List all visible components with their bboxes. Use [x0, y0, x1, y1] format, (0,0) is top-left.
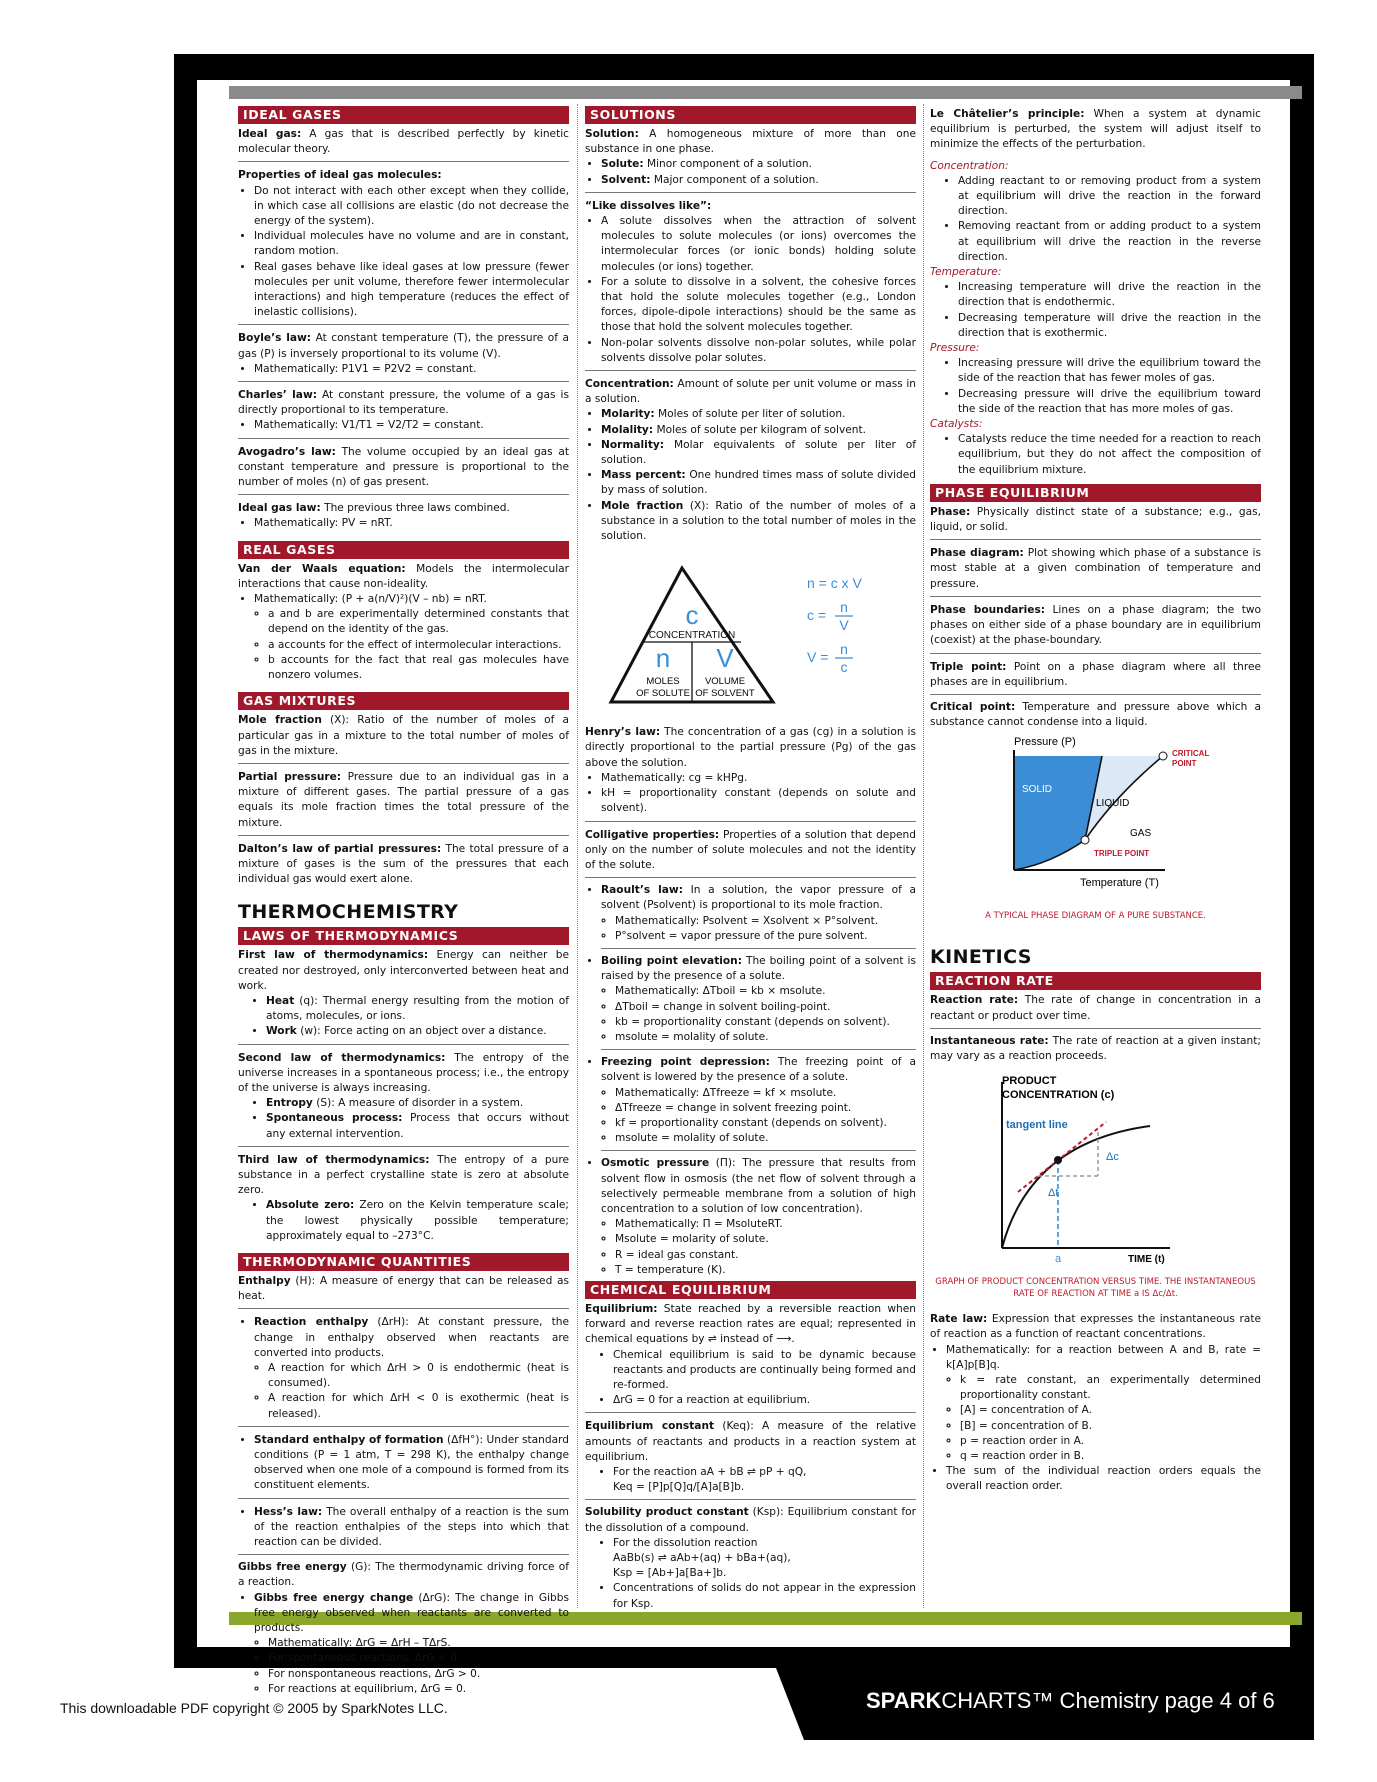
- critical-point-block: Critical point: Temperature and pressure above which a substance cannot condense into a liquid.: [930, 700, 1261, 729]
- solid-label: SOLID: [1022, 784, 1053, 796]
- henry-block: Henry’s law: The concentration of a gas (cg) in a solution is directly proportional to the partial pressure (Pg) of the gas above the solution. • Mathematically: cg = kHPg. • kH = proportionality constant (depends on solute and solvent).: [585, 724, 916, 821]
- phase-diagram-caption: A TYPICAL PHASE DIAGRAM OF A PURE SUBSTANCE.: [985, 911, 1206, 922]
- concentration-label: Concentration:: [930, 159, 1009, 172]
- avogadro-block: Avogadro’s law: The volume occupied by an ideal gas at constant temperature and pressure is proportional to the number of moles (n) of gas present.: [238, 444, 569, 496]
- formula-v-lhs: V =: [807, 649, 829, 666]
- formula-c-den: V: [839, 617, 849, 634]
- copyright-text: This downloadable PDF copyright © 2005 by SparkNotes LLC.: [60, 1700, 448, 1716]
- concentration-block: Concentration: Amount of solute per unit volume or mass in a solution. • Molarity: Moles of solute per liter of solution. • Molality: Moles of solute per kilogram of solvent. • Normality: Molar equivalents of solute per liter of solution. • Mass percent: One hundred times mass of solute divided by mass of solution. • Mole fraction (X): Ratio of the number of moles of a substance in a solution to the total number of moles in the solution.: [585, 376, 916, 548]
- formula-v-den: c: [840, 659, 848, 676]
- equilibrium-block: Equilibrium: State reached by a reversible reaction when forward and reverse reaction rates are equal; represented in chemical equations by ⇌ instead of ⟶. • Chemical equilibrium is said to be dynamic because reactants and products are continually being formed and re-formed. • ΔrG = 0 for a reaction at equilibrium.: [585, 1301, 916, 1413]
- section-header: LAWS OF THERMODYNAMICS: [238, 927, 569, 945]
- triangle-v: V: [716, 643, 734, 674]
- section-header: GAS MIXTURES: [238, 692, 569, 710]
- reaction-enthalpy-block: • Reaction enthalpy (ΔrH): At constant pressure, the change in enthalpy observed when reactants are converted into products. ◦ A reaction for which ΔrH > 0 is endothermic (heat is consumed). ◦ A reaction for which ΔrH < 0 is exothermic (heat is released).: [238, 1314, 569, 1426]
- time-a-label: a: [1055, 1253, 1062, 1266]
- ksp-block: Solubility product constant (Ksp): Equilibrium constant for the dissolution of a compound. • For the dissolution reaction AaBb(s) ⇌ aAb+(aq) + bBa+(aq), Ksp = [Ab+]a[Ba+]b. • Concentrations of solids do not appear in the expression for Ksp.: [585, 1505, 916, 1611]
- triangle-of-solute: OF SOLUTE: [636, 688, 690, 700]
- partial-pressure-block: Partial pressure: Pressure due to an individual gas in a mixture of different gases. The partial pressure of a gas equals its mole fraction times the total pressure of the mixture.: [238, 769, 569, 836]
- instant-point: [1054, 1156, 1062, 1164]
- phase-diagram: [930, 736, 1261, 896]
- formula-c-lhs: c =: [807, 607, 827, 624]
- kinetics-title: KINETICS: [930, 946, 1032, 969]
- thermochemistry-title: THERMOCHEMISTRY: [238, 901, 459, 924]
- vdw-block: Van der Waals equation: Models the intermolecular interactions that cause non-ideality. • Mathematically: (P + a(n/V)²)(V – nb) = nRT. ◦ a and b are experimentally determined constants that depend on the identity of the gas. ◦ a accounts for the effect of intermolecular interactions. ◦ b accounts for the fact that real gas molecules have nonzero volumes.: [238, 561, 569, 688]
- ideal-gas-block: Ideal gas: A gas that is described perfectly by kinetic molecular theory.: [238, 126, 569, 162]
- gas-label: GAS: [1130, 828, 1152, 840]
- tangent-label: tangent line: [1006, 1119, 1068, 1132]
- properties-block: Properties of ideal gas molecules: • Do not interact with each other except when they collide, in which case all collisions are elastic (do not decrease the energy of the system). • Individual molecules have no volume and are in constant, random motion. • Real gases behave like ideal gases at low pressure (fewer molecules per unit volume, therefore fewer intermolecular interactions) and high temperature (reduces the effect of inelastic collisions).: [238, 167, 569, 325]
- le-chatelier-block: Le Châtelier’s principle: When a system at dynamic equilibrium is perturbed, the system will adjust itself to minimize the effects of the perturbation.: [930, 108, 1261, 151]
- y-label-2: CONCENTRATION (c): [1002, 1089, 1115, 1102]
- hess-block: • Hess’s law: The overall enthalpy of a reaction is the sum of the reaction enthalpies of the steps into which that reaction can be divided.: [238, 1504, 569, 1556]
- gibbs-block: Gibbs free energy (G): The thermodynamic driving force of a reaction. • Gibbs free energy change (ΔrG): The change in Gibbs free energy observed when reactants are converted to products. ◦ Mathematically: ΔrG = ΔrH – TΔrS. ◦ For spontaneous reactions, ΔrG < 0. ◦ For nonspontaneous reactions, ΔrG > 0. ◦ For reactions at equilibrium, ΔrG = 0.: [238, 1560, 569, 1697]
- third-law-block: Third law of thermodynamics: The entropy of a pure substance in a perfect crystalline state is zero at absolute zero. • Absolute zero: Zero on the Kelvin temperature scale; the lowest physically possible temperature; approximately equal to –273°C.: [238, 1152, 569, 1248]
- pressure-label: Pressure:: [930, 342, 980, 355]
- column-2: [585, 106, 916, 1612]
- solution-block: Solution: A homogeneous mixture of more than one substance in one phase. • Solute: Minor component of a solution. • Solvent: Major component of a solution.: [585, 126, 916, 193]
- instantaneous-rate-block: Instantaneous rate: The rate of reaction at a given instant; may vary as a reaction proceeds.: [930, 1034, 1261, 1062]
- triangle-concentration: CONCENTRATION: [648, 630, 736, 642]
- delta-t-label: Δt: [1048, 1187, 1059, 1200]
- rate-law-block: Rate law: Expression that expresses the instantaneous rate of reaction as a function of reactant concentrations. • Mathematically: for a reaction between A and B, rate = k[A]p[B]q. ◦ k = rate constant, an experimentally determined proportionality constant. ◦ [A] = concentration of A. ◦ [B] = concentration of B. ◦ p = reaction order in A. ◦ q = reaction order in B. • The sum of the individual reaction orders equals the overall reaction order.: [930, 1312, 1261, 1494]
- brand-footer: [866, 1688, 1275, 1714]
- first-law-block: First law of thermodynamics: Energy can neither be created nor destroyed, only interconverted between heat and work. • Heat (q): Thermal energy resulting from the motion of atoms, molecules, or ions. • Work (w): Force acting on an object over a distance.: [238, 947, 569, 1044]
- column-1: [238, 106, 569, 1697]
- second-law-block: Second law of thermodynamics: The entropy of the universe increases in a spontaneous process; i.e., the entropy of the universe is always increasing. • Entropy (S): A measure of disorder in a system. • Spontaneous process: Process that occurs without any external intervention.: [238, 1050, 569, 1147]
- mole-fraction-block: Mole fraction (X): Ratio of the number of moles of a particular gas in a mixture to the total number of moles of gas in the mixture.: [238, 712, 569, 764]
- kinetics-graph: [930, 1072, 1261, 1272]
- y-label-1: PRODUCT: [1002, 1075, 1057, 1088]
- like-dissolves-block: “Like dissolves like”: • A solute dissolves when the attraction of solvent molecules to solute molecules (or ions) overcomes the intermolecular forces (or ionic bonds) holding solute molecules (or ions) together. • For a solute to dissolve in a solvent, the cohesive forces that hold the solute molecules together (e.g., London forces, dipole-dipole interactions) should be the same as those that hold the solvent molecules together. • Non-polar solvents dissolve non-polar solutes, while polar solvents dissolve polar solutes.: [585, 198, 916, 371]
- pressure-axis-label: Pressure (P): [1014, 736, 1076, 749]
- triangle-c: c: [685, 600, 699, 631]
- triangle-of-solvent: OF SOLVENT: [695, 688, 755, 700]
- formation-block: • Standard enthalpy of formation (ΔfH°): Under standard conditions (P = 1 atm, T = 298 K), the enthalpy change observed when one mole of a compound is formed from its constituent elements.: [238, 1432, 569, 1499]
- triple-point-marker: [1081, 836, 1089, 844]
- enthalpy-block: Enthalpy (H): A measure of energy that can be released as heat.: [238, 1273, 569, 1309]
- charles-block: Charles’ law: At constant pressure, the volume of a gas is directly proportional to its temperature. • Mathematically: V1/T1 = V2/T2 = constant.: [238, 387, 569, 439]
- ideal-gas-law-block: Ideal gas law: The previous three laws combined. • Mathematically: PV = nRT.: [238, 500, 569, 535]
- equilibrium-constant-block: Equilibrium constant (Keq): A measure of the relative amounts of reactants and products in a reaction system at equilibrium. • For the reaction aA + bB ⇌ pP + qQ, Keq = [P]p[Q]q/[A]a[B]b.: [585, 1418, 916, 1500]
- concentration-triangle-diagram: [585, 554, 916, 722]
- liquid-label: LIQUID: [1096, 798, 1130, 810]
- x-label: TIME (t): [1128, 1254, 1165, 1266]
- solid-region: [1014, 756, 1102, 870]
- temperature-label: Temperature:: [930, 266, 1002, 279]
- delta-c-label: Δc: [1106, 1151, 1119, 1164]
- section-header: PHASE EQUILIBRIUM: [930, 484, 1261, 502]
- section-header: IDEAL GASES: [238, 106, 569, 124]
- formula-n: n = c x V: [807, 575, 862, 592]
- dalton-block: Dalton’s law of partial pressures: The total pressure of a mixture of gases is the sum of the pressures that each individual gas would exert alone.: [238, 842, 570, 886]
- column-divider: [923, 104, 924, 1608]
- triangle-n: n: [655, 643, 671, 674]
- kinetics-caption: GRAPH OF PRODUCT CONCENTRATION VERSUS TIME. THE INSTANTANEOUS RATE OF REACTION AT TIME a IS Δc/Δt.: [935, 1277, 1256, 1300]
- column-3: Le Châtelier’s principle: When a system at dynamic equilibrium is perturbed, the system will adjust itself to minimize the effects of the perturbation. Concentration: • Adding reactant to or removing product from a system at equilibrium will drive the reaction in the forward direction. • Removing reactant from or adding product to a system at equilibrium will drive the reaction in the reverse direction. Temperature: • Increasing temperature will drive the reaction in the direction that is endothermic. • Decreasing temperature will drive the reaction in the direction that is exothermic. Pressure: • Increasing pressure will drive the equilibrium toward the side of the reaction that has fewer moles of gas. • Decreasing pressure will drive the equilibrium toward the side of the reaction that has more moles of gas. Catalysts: • Catalysts reduce the time needed for a reaction to reach equilibrium, but they do not affect the composition of the equilibrium mixture. PHASE EQUILIBRIUM Phase: Physically distinct state of a substance; e.g., gas, liquid, or solid. Phase diagram: Plot showing which phase of a substance is most stable at a given combination of temperature and pressure. Phase boundaries: Lines on a phase diagram; the two phases on either side of a phase boundary are in equilibrium (coexist) at the phase-boundary. Triple point: Point on a phase diagram where all three phases are in equilibrium. Critical point: Temperature and pressure above which a substance cannot condense into a liquid. Pressure (P) Temperature (T) SOLID LIQUID GAS CRITICAL POINT TRIPLE POINT A TYPICAL PHASE DIAGRAM OF A PURE SUBSTANCE. KINETICS REACTION RATE Reaction rate: The rate of change in concentration in a reactant or product over time. Instantaneous rate: The rate of reaction at a given instant; may vary as a reaction proceeds. PRODUCT CONCENTRATION (c) tangent line Δc Δt a TIME (t) GRAPH OF PRODUCT CONCENTRATION VERSUS TIME. THE INSTANTANEOUS RATE OF REACTION AT TIME a IS Δc/Δt. Rate law: Expression that expresses the instantaneous rate of reaction as a function of reactant concentrations. • Mathematically: for a reaction between A and B, rate = k[A]p[B]q. ◦ k = rate constant, an experimentally determined proportionality constant. ◦ [A] = concentration of A. ◦ [B] = concentration of B. ◦ p = reaction order in A. ◦ q = reaction order in B. • The sum of the individual reaction orders equals the overall reaction order.: [930, 106, 1261, 1495]
- section-header: REACTION RATE: [930, 972, 1261, 990]
- section-header: SOLUTIONS: [585, 106, 916, 124]
- triangle-moles: MOLES: [646, 676, 680, 688]
- reaction-rate-block: Reaction rate: The rate of change in concentration in a reactant or product over time.: [930, 992, 1261, 1028]
- critical-label: CRITICAL: [1172, 749, 1210, 759]
- colligative-list: • Raoult’s law: In a solution, the vapor pressure of a solvent (Psolvent) is proportional to its mole fraction. ◦ Mathematically: Psolvent = Xsolvent × P°solvent. ◦ P°solvent = vapor pressure of the pure solvent. • Boiling point elevation: The boiling point of a solvent is raised by the presence of a solute. ◦ Mathematically: ΔTboil = kb × msolute. ◦ ΔTboil = change in solvent boiling-point. ◦ kb = proportionality constant (depends on solvent). ◦ msolute = molality of solute. • Freezing point depression: The freezing point of a solvent is lowered by the presence of a solute. ◦ Mathematically: ΔTfreeze = kf × msolute. ◦ ΔTfreeze = change in solvent freezing point. ◦ kf = proportionality constant (depends on solvent). ◦ msolute = molality of solute. • Osmotic pressure (Π): The pressure that results from solvent flow in osmosis (the net flow of solvent through a selectively permeable membrane from a solution of high concentration to a solution of low concentration). ◦ Mathematically: Π = MsoluteRT. ◦ Msolute = molarity of solute. ◦ R = ideal gas constant. ◦ T = temperature (K).: [585, 883, 916, 1278]
- phase-boundaries-block: Phase boundaries: Lines on a phase diagram; the two phases on either side of a phase boundary are in equilibrium (coexist) at the phase-boundary.: [930, 602, 1261, 654]
- triangle-volume: VOLUME: [704, 676, 746, 688]
- triple-point-block: Triple point: Point on a phase diagram where all three phases are in equilibrium.: [930, 659, 1261, 695]
- critical-point-label: POINT: [1172, 759, 1197, 769]
- top-grey-bar: [229, 86, 1302, 99]
- section-header: REAL GASES: [238, 541, 569, 559]
- boyle-block: Boyle’s law: At constant temperature (T), the pressure of a gas (P) is inversely proportional to its volume (V). • Mathematically: P1V1 = P2V2 = constant.: [238, 330, 569, 382]
- formula-c-num: n: [840, 599, 848, 616]
- phase-block: Phase: Physically distinct state of a substance; e.g., gas, liquid, or solid.: [930, 504, 1261, 540]
- brand-bold: SPARK: [866, 1688, 942, 1713]
- temperature-axis-label: Temperature (T): [1080, 877, 1159, 890]
- colligative-block: Colligative properties: Properties of a solution that depend only on the number of solute molecules and not the identity of the solute.: [585, 827, 916, 879]
- catalysts-label: Catalysts:: [930, 418, 983, 431]
- critical-point-marker: [1159, 752, 1167, 760]
- phase-diagram-block: Phase diagram: Plot showing which phase of a substance is most stable at a given combination of temperature and pressure.: [930, 545, 1261, 597]
- formula-v-num: n: [840, 641, 848, 658]
- section-header: THERMODYNAMIC QUANTITIES: [238, 1253, 569, 1271]
- tangent-line: [1018, 1122, 1106, 1192]
- brand-rest: CHARTS™ Chemistry page 4 of 6: [941, 1688, 1275, 1713]
- column-divider: [577, 104, 578, 1608]
- triple-point-label: TRIPLE POINT: [1094, 849, 1150, 859]
- section-header: CHEMICAL EQUILIBRIUM: [585, 1281, 916, 1299]
